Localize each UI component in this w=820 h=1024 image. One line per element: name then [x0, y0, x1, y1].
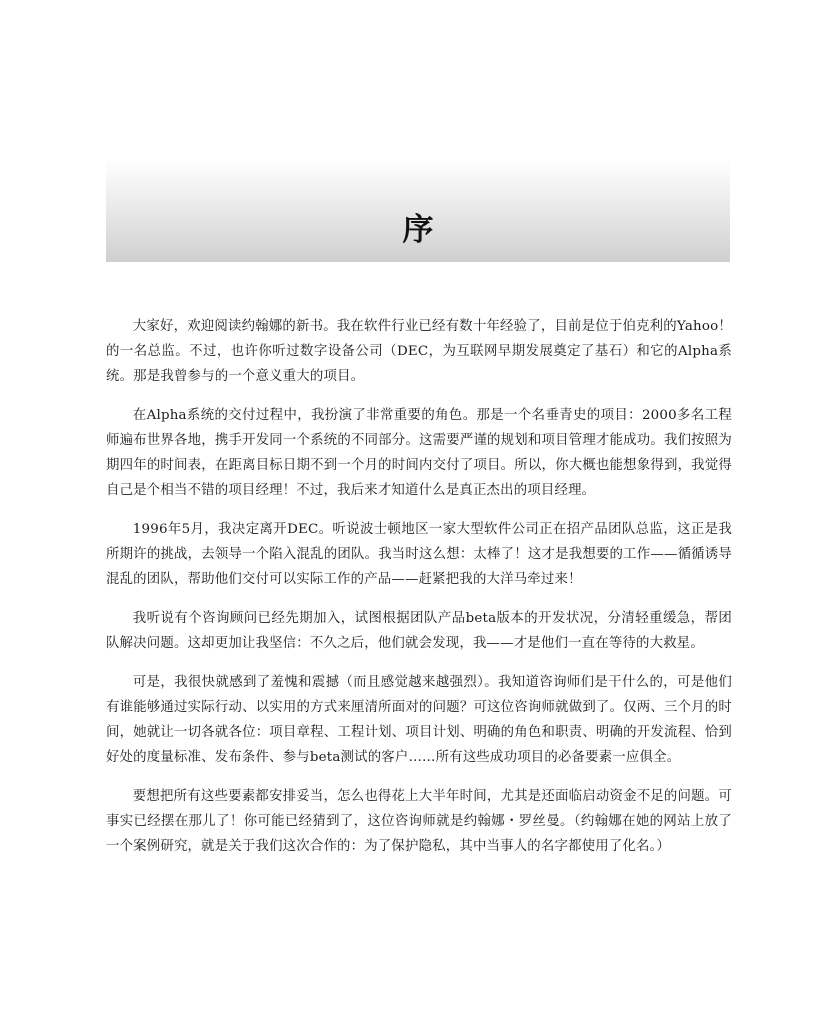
chapter-title: 序 — [402, 212, 434, 248]
paragraph-4: 我听说有个咨询顾问已经先期加入，试图根据团队产品beta版本的开发状况，分清轻重缓急，帮团队解决问题。这却更加让我坚信：不久之后，他们就会发现，我——才是他们一直在等待的大救星。 — [106, 611, 732, 651]
chapter-title-banner — [106, 158, 730, 262]
paragraph-3: 1996年5月，我决定离开DEC。听说波士顿地区一家大型软件公司正在招产品团队总监，这正是我所期许的挑战，去领导一个陷入混乱的团队。我当时这么想：太棒了！这才是我想要的工作——循循诱导混乱的团队，帮助他们交付可以实际工作的产品——赶紧把我的大洋马牵过来！ — [106, 522, 732, 587]
paragraph-5: 可是，我很快就感到了羞愧和震撼（而且感觉越来越强烈）。我知道咨询师们是干什么的，可是他们有谁能够通过实际行动、以实用的方式来厘清所面对的问题？可这位咨询师就做到了。仅两、三个月的时间，她就让一切各就各位：项目章程、工程计划、项目计划、明确的角色和职责、明确的开发流程、恰到好处的度量标准、发布条件、参与beta测试的客户……所有这些成功项目的必备要素一应俱全。 — [106, 675, 732, 765]
paragraph-6: 要想把所有这些要素都安排妥当，怎么也得花上大半年时间，尤其是还面临启动资金不足的问题。可事实已经摆在那儿了！你可能已经猜到了，这位咨询师就是约翰娜・罗丝曼。（约翰娜在她的网站上放了一个案例研究，就是关于我们这次合作的：为了保护隐私，其中当事人的名字都使用了化名。） — [106, 789, 732, 854]
paragraph-2: 在Alpha系统的交付过程中，我扮演了非常重要的角色。那是一个名垂青史的项目：2000多名工程师遍布世界各地，携手开发同一个系统的不同部分。这需要严谨的规划和项目管理才能成功。我们按照为期四年的时间表，在距离目标日期不到一个月的时间内交付了项目。所以，你大概也能想象得到，我觉得自己是个相当不错的项目经理！不过，我后来才知道什么是真正杰出的项目经理。 — [106, 408, 732, 498]
paragraph-1: 大家好，欢迎阅读约翰娜的新书。我在软件行业已经有数十年经验了，目前是位于伯克利的Yahoo！的一名总监。不过，也许你听过数字设备公司（DEC，为互联网早期发展奠定了基石）和它的Alpha系统。那是我曾参与的一个意义重大的项目。 — [106, 319, 732, 384]
preface-body — [106, 314, 732, 873]
